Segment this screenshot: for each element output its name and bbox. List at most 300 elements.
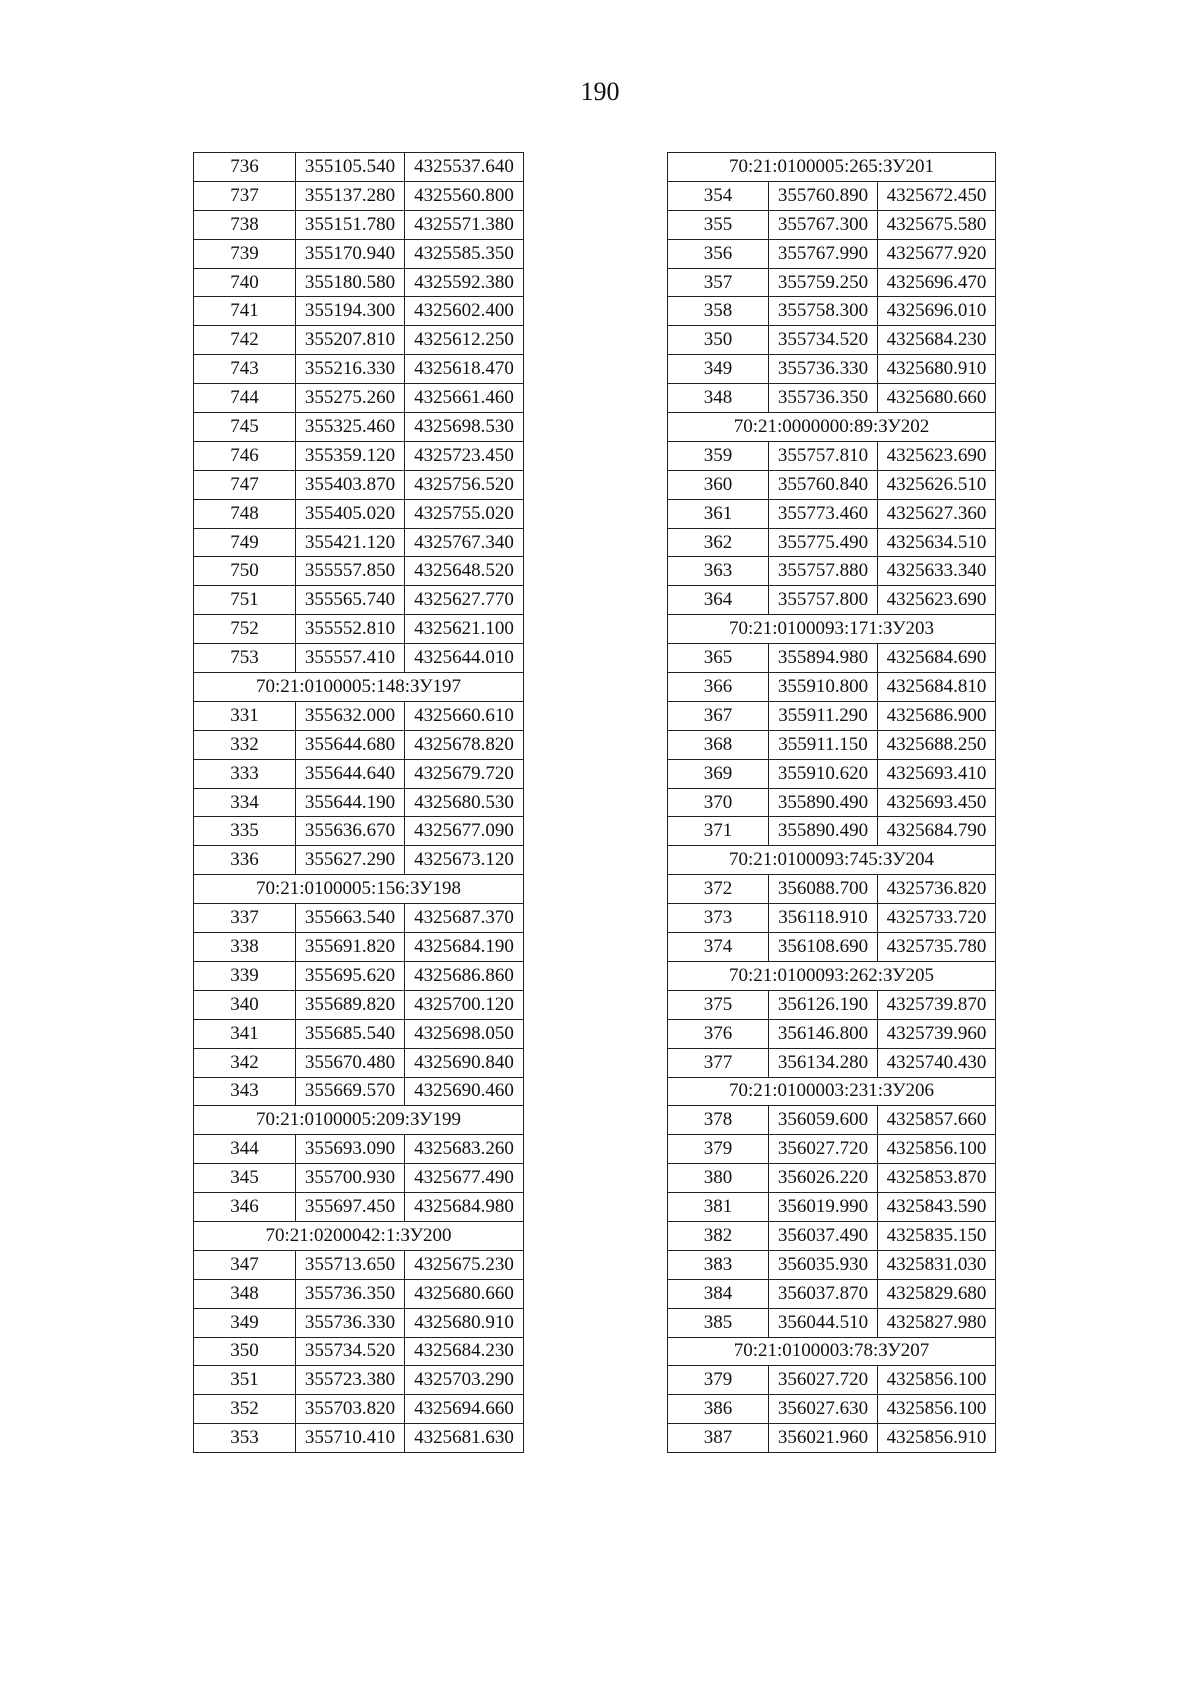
group-header-row	[194, 673, 524, 702]
x-coordinate: 355757.880	[769, 557, 878, 586]
y-coordinate: 4325680.530	[405, 788, 524, 817]
y-coordinate: 4325644.010	[405, 644, 524, 673]
cadastral-number: 70:21:0100093:745:ЗУ204	[668, 846, 996, 875]
x-coordinate: 355890.490	[769, 788, 878, 817]
x-coordinate: 355403.870	[296, 470, 405, 499]
table-row	[668, 1395, 996, 1424]
y-coordinate: 4325627.770	[405, 586, 524, 615]
table-row	[668, 1019, 996, 1048]
table-row	[668, 586, 996, 615]
x-coordinate: 355759.250	[769, 268, 878, 297]
table-row	[194, 153, 524, 182]
table-row	[194, 644, 524, 673]
point-number: 379	[668, 1366, 769, 1395]
y-coordinate: 4325537.640	[405, 153, 524, 182]
table-row	[668, 499, 996, 528]
table-row	[194, 297, 524, 326]
point-number: 752	[194, 615, 296, 644]
point-number: 747	[194, 470, 296, 499]
point-number: 737	[194, 181, 296, 210]
table-row	[668, 817, 996, 846]
y-coordinate: 4325673.120	[405, 846, 524, 875]
y-coordinate: 4325680.910	[878, 355, 996, 384]
x-coordinate: 355216.330	[296, 355, 405, 384]
table-row	[194, 1250, 524, 1279]
point-number: 741	[194, 297, 296, 326]
y-coordinate: 4325684.810	[878, 673, 996, 702]
table-row	[194, 1019, 524, 1048]
x-coordinate: 355736.330	[769, 355, 878, 384]
point-number: 373	[668, 904, 769, 933]
point-number: 382	[668, 1221, 769, 1250]
table-row	[668, 326, 996, 355]
y-coordinate: 4325736.820	[878, 875, 996, 904]
point-number: 350	[194, 1337, 296, 1366]
y-coordinate: 4325681.630	[405, 1424, 524, 1453]
point-number: 374	[668, 933, 769, 962]
point-number: 748	[194, 499, 296, 528]
x-coordinate: 356146.800	[769, 1019, 878, 1048]
y-coordinate: 4325698.530	[405, 413, 524, 442]
x-coordinate: 355207.810	[296, 326, 405, 355]
y-coordinate: 4325690.840	[405, 1048, 524, 1077]
point-number: 743	[194, 355, 296, 384]
x-coordinate: 355757.800	[769, 586, 878, 615]
x-coordinate: 355627.290	[296, 846, 405, 875]
point-number: 334	[194, 788, 296, 817]
y-coordinate: 4325680.660	[878, 384, 996, 413]
point-number: 331	[194, 701, 296, 730]
y-coordinate: 4325693.450	[878, 788, 996, 817]
y-coordinate: 4325626.510	[878, 470, 996, 499]
x-coordinate: 355565.740	[296, 586, 405, 615]
point-number: 361	[668, 499, 769, 528]
y-coordinate: 4325698.050	[405, 1019, 524, 1048]
point-number: 344	[194, 1135, 296, 1164]
y-coordinate: 4325672.450	[878, 181, 996, 210]
table-row	[668, 1250, 996, 1279]
table-row	[194, 557, 524, 586]
y-coordinate: 4325648.520	[405, 557, 524, 586]
page-number: 190	[580, 77, 620, 106]
y-coordinate: 4325684.230	[878, 326, 996, 355]
y-coordinate: 4325853.870	[878, 1164, 996, 1193]
y-coordinate: 4325623.690	[878, 586, 996, 615]
group-header-row	[194, 875, 524, 904]
y-coordinate: 4325680.660	[405, 1279, 524, 1308]
x-coordinate: 356021.960	[769, 1424, 878, 1453]
cadastral-number: 70:21:0100093:171:ЗУ203	[668, 615, 996, 644]
table-row	[668, 759, 996, 788]
group-header-row	[668, 961, 996, 990]
y-coordinate: 4325680.910	[405, 1308, 524, 1337]
y-coordinate: 4325634.510	[878, 528, 996, 557]
x-coordinate: 356027.720	[769, 1135, 878, 1164]
point-number: 338	[194, 933, 296, 962]
x-coordinate: 356059.600	[769, 1106, 878, 1135]
y-coordinate: 4325856.100	[878, 1395, 996, 1424]
table-row	[194, 1366, 524, 1395]
x-coordinate: 356037.870	[769, 1279, 878, 1308]
x-coordinate: 355105.540	[296, 153, 405, 182]
point-number: 385	[668, 1308, 769, 1337]
point-number: 349	[668, 355, 769, 384]
x-coordinate: 355723.380	[296, 1366, 405, 1395]
table-row	[194, 239, 524, 268]
point-number: 337	[194, 904, 296, 933]
y-coordinate: 4325602.400	[405, 297, 524, 326]
x-coordinate: 356118.910	[769, 904, 878, 933]
point-number: 364	[668, 586, 769, 615]
group-header-row	[668, 153, 996, 182]
y-coordinate: 4325678.820	[405, 730, 524, 759]
x-coordinate: 356027.630	[769, 1395, 878, 1424]
table-row	[194, 1135, 524, 1164]
point-number: 347	[194, 1250, 296, 1279]
point-number: 742	[194, 326, 296, 355]
cadastral-number: 70:21:0000000:89:ЗУ202	[668, 413, 996, 442]
y-coordinate: 4325684.790	[878, 817, 996, 846]
table-row	[194, 846, 524, 875]
x-coordinate: 355632.000	[296, 701, 405, 730]
group-header-row	[194, 1221, 524, 1250]
x-coordinate: 355703.820	[296, 1395, 405, 1424]
cadastral-number: 70:21:0100005:265:ЗУ201	[668, 153, 996, 182]
y-coordinate: 4325694.660	[405, 1395, 524, 1424]
table-row	[668, 1221, 996, 1250]
x-coordinate: 355695.620	[296, 961, 405, 990]
x-coordinate: 355194.300	[296, 297, 405, 326]
point-number: 368	[668, 730, 769, 759]
table-row	[668, 1048, 996, 1077]
table-row	[194, 904, 524, 933]
x-coordinate: 355697.450	[296, 1193, 405, 1222]
table-row	[194, 1193, 524, 1222]
table-row	[668, 470, 996, 499]
x-coordinate: 355636.670	[296, 817, 405, 846]
x-coordinate: 355180.580	[296, 268, 405, 297]
x-coordinate: 355693.090	[296, 1135, 405, 1164]
table-row	[194, 759, 524, 788]
x-coordinate: 355758.300	[769, 297, 878, 326]
x-coordinate: 355890.490	[769, 817, 878, 846]
group-header-row	[668, 615, 996, 644]
point-number: 380	[668, 1164, 769, 1193]
table-row	[668, 1366, 996, 1395]
coordinates-table-right	[667, 152, 996, 1453]
x-coordinate: 356026.220	[769, 1164, 878, 1193]
x-coordinate: 355644.190	[296, 788, 405, 817]
group-header-row	[668, 1337, 996, 1366]
point-number: 349	[194, 1308, 296, 1337]
table-row	[668, 1279, 996, 1308]
table-row	[194, 1048, 524, 1077]
point-number: 365	[668, 644, 769, 673]
point-number: 351	[194, 1366, 296, 1395]
x-coordinate: 355911.290	[769, 701, 878, 730]
y-coordinate: 4325739.960	[878, 1019, 996, 1048]
x-coordinate: 355910.620	[769, 759, 878, 788]
table-row	[194, 788, 524, 817]
x-coordinate: 356035.930	[769, 1250, 878, 1279]
point-number: 736	[194, 153, 296, 182]
x-coordinate: 355767.990	[769, 239, 878, 268]
table-row	[668, 528, 996, 557]
y-coordinate: 4325684.230	[405, 1337, 524, 1366]
x-coordinate: 355736.330	[296, 1308, 405, 1337]
x-coordinate: 355552.810	[296, 615, 405, 644]
table-row	[194, 990, 524, 1019]
coordinates-table-left	[193, 152, 524, 1453]
y-coordinate: 4325735.780	[878, 933, 996, 962]
x-coordinate: 355911.150	[769, 730, 878, 759]
table-row	[194, 730, 524, 759]
point-number: 352	[194, 1395, 296, 1424]
table-row	[194, 1077, 524, 1106]
point-number: 370	[668, 788, 769, 817]
x-coordinate: 355405.020	[296, 499, 405, 528]
table-row	[194, 355, 524, 384]
point-number: 369	[668, 759, 769, 788]
y-coordinate: 4325677.490	[405, 1164, 524, 1193]
point-number: 362	[668, 528, 769, 557]
table-row	[194, 499, 524, 528]
table-row	[668, 933, 996, 962]
y-coordinate: 4325675.230	[405, 1250, 524, 1279]
y-coordinate: 4325684.190	[405, 933, 524, 962]
x-coordinate: 355689.820	[296, 990, 405, 1019]
point-number: 739	[194, 239, 296, 268]
y-coordinate: 4325740.430	[878, 1048, 996, 1077]
x-coordinate: 356088.700	[769, 875, 878, 904]
y-coordinate: 4325693.410	[878, 759, 996, 788]
x-coordinate: 356108.690	[769, 933, 878, 962]
point-number: 350	[668, 326, 769, 355]
cadastral-number: 70:21:0100003:78:ЗУ207	[668, 1337, 996, 1366]
y-coordinate: 4325621.100	[405, 615, 524, 644]
y-coordinate: 4325677.090	[405, 817, 524, 846]
point-number: 353	[194, 1424, 296, 1453]
y-coordinate: 4325683.260	[405, 1135, 524, 1164]
x-coordinate: 355691.820	[296, 933, 405, 962]
cadastral-number: 70:21:0100093:262:ЗУ205	[668, 961, 996, 990]
x-coordinate: 356126.190	[769, 990, 878, 1019]
x-coordinate: 355670.480	[296, 1048, 405, 1077]
y-coordinate: 4325686.860	[405, 961, 524, 990]
x-coordinate: 355736.350	[296, 1279, 405, 1308]
table-row	[668, 1424, 996, 1453]
x-coordinate: 356027.720	[769, 1366, 878, 1395]
point-number: 355	[668, 210, 769, 239]
point-number: 378	[668, 1106, 769, 1135]
table-row	[194, 181, 524, 210]
point-number: 371	[668, 817, 769, 846]
point-number: 357	[668, 268, 769, 297]
x-coordinate: 355421.120	[296, 528, 405, 557]
point-number: 346	[194, 1193, 296, 1222]
point-number: 377	[668, 1048, 769, 1077]
y-coordinate: 4325856.100	[878, 1135, 996, 1164]
group-header-row	[668, 846, 996, 875]
table-row	[194, 1308, 524, 1337]
point-number: 363	[668, 557, 769, 586]
x-coordinate: 355773.460	[769, 499, 878, 528]
point-number: 744	[194, 384, 296, 413]
y-coordinate: 4325856.100	[878, 1366, 996, 1395]
point-number: 372	[668, 875, 769, 904]
y-coordinate: 4325679.720	[405, 759, 524, 788]
table-row	[668, 904, 996, 933]
x-coordinate: 355170.940	[296, 239, 405, 268]
table-row	[668, 990, 996, 1019]
table-row	[194, 1279, 524, 1308]
y-coordinate: 4325623.690	[878, 441, 996, 470]
point-number: 379	[668, 1135, 769, 1164]
table-row	[668, 1106, 996, 1135]
point-number: 358	[668, 297, 769, 326]
table-row	[194, 701, 524, 730]
point-number: 738	[194, 210, 296, 239]
y-coordinate: 4325700.120	[405, 990, 524, 1019]
point-number: 750	[194, 557, 296, 586]
y-coordinate: 4325733.720	[878, 904, 996, 933]
x-coordinate: 355359.120	[296, 441, 405, 470]
point-number: 387	[668, 1424, 769, 1453]
x-coordinate: 356134.280	[769, 1048, 878, 1077]
y-coordinate: 4325571.380	[405, 210, 524, 239]
point-number: 332	[194, 730, 296, 759]
point-number: 333	[194, 759, 296, 788]
table-row	[194, 210, 524, 239]
table-row	[668, 788, 996, 817]
x-coordinate: 355663.540	[296, 904, 405, 933]
table-row	[668, 239, 996, 268]
y-coordinate: 4325696.010	[878, 297, 996, 326]
table-row	[194, 326, 524, 355]
table-row	[194, 817, 524, 846]
x-coordinate: 355557.850	[296, 557, 405, 586]
y-coordinate: 4325756.520	[405, 470, 524, 499]
table-row	[194, 933, 524, 962]
y-coordinate: 4325688.250	[878, 730, 996, 759]
y-coordinate: 4325739.870	[878, 990, 996, 1019]
cadastral-number: 70:21:0100005:148:ЗУ197	[194, 673, 524, 702]
y-coordinate: 4325703.290	[405, 1366, 524, 1395]
y-coordinate: 4325627.360	[878, 499, 996, 528]
y-coordinate: 4325675.580	[878, 210, 996, 239]
table-row	[194, 268, 524, 297]
table-row	[668, 1308, 996, 1337]
point-number: 354	[668, 181, 769, 210]
x-coordinate: 355557.410	[296, 644, 405, 673]
table-row	[668, 875, 996, 904]
y-coordinate: 4325592.380	[405, 268, 524, 297]
point-number: 339	[194, 961, 296, 990]
group-header-row	[668, 1077, 996, 1106]
table-row	[194, 441, 524, 470]
y-coordinate: 4325661.460	[405, 384, 524, 413]
table-row	[668, 557, 996, 586]
table-row	[194, 470, 524, 499]
x-coordinate: 355736.350	[769, 384, 878, 413]
table-row	[668, 1193, 996, 1222]
y-coordinate: 4325686.900	[878, 701, 996, 730]
x-coordinate: 356037.490	[769, 1221, 878, 1250]
table-row	[668, 673, 996, 702]
x-coordinate: 355700.930	[296, 1164, 405, 1193]
y-coordinate: 4325829.680	[878, 1279, 996, 1308]
x-coordinate: 355760.890	[769, 181, 878, 210]
y-coordinate: 4325857.660	[878, 1106, 996, 1135]
x-coordinate: 355760.840	[769, 470, 878, 499]
x-coordinate: 355137.280	[296, 181, 405, 210]
y-coordinate: 4325831.030	[878, 1250, 996, 1279]
cadastral-number: 70:21:0200042:1:ЗУ200	[194, 1221, 524, 1250]
y-coordinate: 4325560.800	[405, 181, 524, 210]
x-coordinate: 355894.980	[769, 644, 878, 673]
point-number: 359	[668, 441, 769, 470]
x-coordinate: 355713.650	[296, 1250, 405, 1279]
x-coordinate: 355710.410	[296, 1424, 405, 1453]
x-coordinate: 356044.510	[769, 1308, 878, 1337]
y-coordinate: 4325755.020	[405, 499, 524, 528]
table-row	[668, 701, 996, 730]
x-coordinate: 355644.680	[296, 730, 405, 759]
point-number: 386	[668, 1395, 769, 1424]
table-row	[668, 441, 996, 470]
y-coordinate: 4325585.350	[405, 239, 524, 268]
y-coordinate: 4325696.470	[878, 268, 996, 297]
table-row	[194, 615, 524, 644]
x-coordinate: 355685.540	[296, 1019, 405, 1048]
point-number: 384	[668, 1279, 769, 1308]
point-number: 381	[668, 1193, 769, 1222]
y-coordinate: 4325677.920	[878, 239, 996, 268]
point-number: 345	[194, 1164, 296, 1193]
x-coordinate: 355275.260	[296, 384, 405, 413]
point-number: 340	[194, 990, 296, 1019]
point-number: 367	[668, 701, 769, 730]
group-header-row	[194, 1106, 524, 1135]
table-row	[668, 181, 996, 210]
y-coordinate: 4325633.340	[878, 557, 996, 586]
x-coordinate: 355325.460	[296, 413, 405, 442]
table-row	[194, 961, 524, 990]
y-coordinate: 4325660.610	[405, 701, 524, 730]
table-row	[668, 355, 996, 384]
point-number: 749	[194, 528, 296, 557]
x-coordinate: 355757.810	[769, 441, 878, 470]
y-coordinate: 4325827.980	[878, 1308, 996, 1337]
x-coordinate: 355775.490	[769, 528, 878, 557]
table-row	[194, 413, 524, 442]
table-row	[194, 1424, 524, 1453]
point-number: 335	[194, 817, 296, 846]
table-row	[194, 528, 524, 557]
table-row	[668, 268, 996, 297]
point-number: 746	[194, 441, 296, 470]
x-coordinate: 355644.640	[296, 759, 405, 788]
table-row	[668, 730, 996, 759]
point-number: 360	[668, 470, 769, 499]
point-number: 376	[668, 1019, 769, 1048]
cadastral-number: 70:21:0100005:209:ЗУ199	[194, 1106, 524, 1135]
y-coordinate: 4325835.150	[878, 1221, 996, 1250]
point-number: 375	[668, 990, 769, 1019]
y-coordinate: 4325690.460	[405, 1077, 524, 1106]
point-number: 751	[194, 586, 296, 615]
group-header-row	[668, 413, 996, 442]
